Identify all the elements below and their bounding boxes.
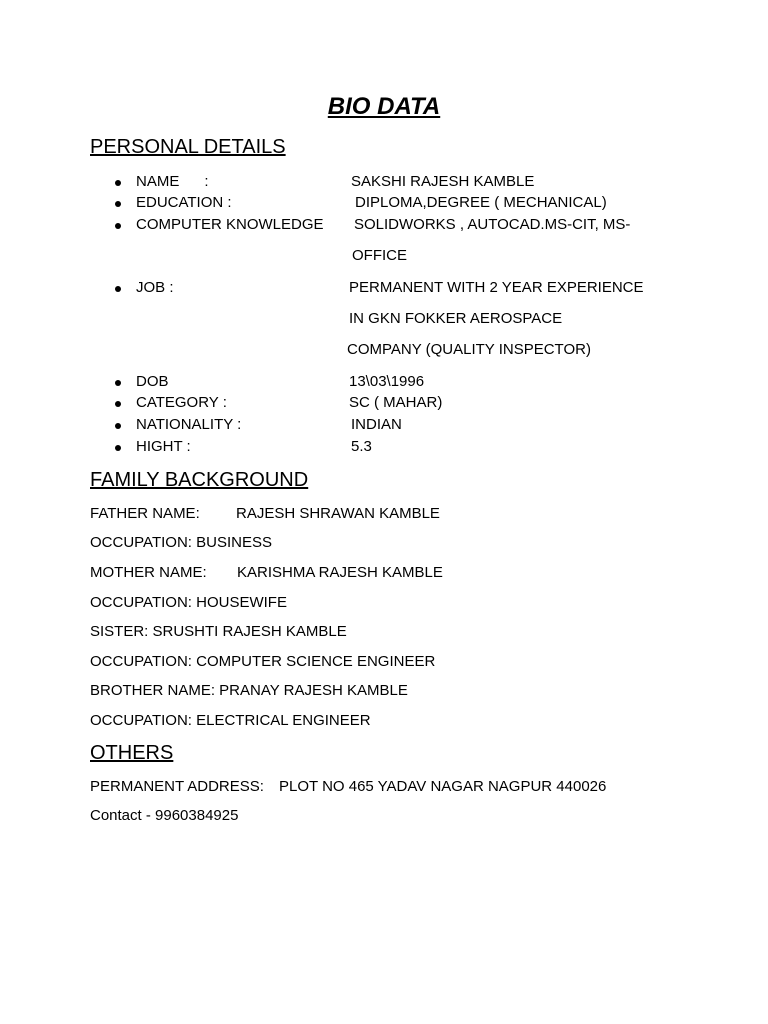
category-value: SC ( MAHAR): [349, 394, 443, 411]
bullet-icon: [115, 445, 121, 451]
job-value-cont-1: IN GKN FOKKER AEROSPACE: [349, 310, 563, 327]
bullet-icon: [115, 286, 121, 292]
bullet-icon: [115, 401, 121, 407]
nationality-label: NATIONALITY :: [136, 416, 242, 433]
brother-name: BROTHER NAME: PRANAY RAJESH KAMBLE: [90, 682, 408, 699]
education-value: DIPLOMA,DEGREE ( MECHANICAL): [355, 194, 607, 211]
computer-knowledge-value-cont: OFFICE: [352, 247, 407, 264]
height-value: 5.3: [351, 438, 372, 455]
dob-value: 13\03\1996: [349, 373, 425, 390]
mother-occupation: OCCUPATION: HOUSEWIFE: [90, 594, 287, 611]
computer-knowledge-value: SOLIDWORKS , AUTOCAD.MS-CIT, MS-: [354, 216, 631, 233]
bullet-icon: [115, 380, 121, 386]
personal-details-heading: PERSONAL DETAILS: [90, 136, 286, 158]
computer-knowledge-label: COMPUTER KNOWLEDGE: [136, 216, 324, 233]
permanent-address-label: PERMANENT ADDRESS:: [90, 778, 264, 795]
brother-occupation: OCCUPATION: ELECTRICAL ENGINEER: [90, 712, 371, 729]
others-heading: OTHERS: [90, 742, 174, 764]
father-name-value: RAJESH SHRAWAN KAMBLE: [236, 505, 440, 522]
education-label: EDUCATION :: [136, 194, 232, 211]
category-label: CATEGORY :: [136, 394, 227, 411]
job-value-cont-2: COMPANY (QUALITY INSPECTOR): [347, 341, 591, 358]
job-label: JOB :: [136, 279, 174, 296]
height-label: HIGHT :: [136, 438, 191, 455]
name-label: NAME :: [136, 173, 209, 190]
bullet-icon: [115, 201, 121, 207]
mother-name-label: MOTHER NAME:: [90, 564, 207, 581]
father-name-label: FATHER NAME:: [90, 505, 200, 522]
mother-name-value: KARISHMA RAJESH KAMBLE: [237, 564, 443, 581]
dob-label: DOB: [136, 373, 169, 390]
bullet-icon: [115, 423, 121, 429]
permanent-address-value: PLOT NO 465 YADAV NAGAR NAGPUR 440026: [279, 778, 607, 795]
sister-occupation: OCCUPATION: COMPUTER SCIENCE ENGINEER: [90, 653, 436, 670]
document-title: BIO DATA: [327, 93, 441, 120]
sister-name: SISTER: SRUSHTI RAJESH KAMBLE: [90, 623, 347, 640]
contact-number: Contact - 9960384925: [90, 807, 239, 824]
nationality-value: INDIAN: [351, 416, 402, 433]
job-value: PERMANENT WITH 2 YEAR EXPERIENCE: [349, 279, 644, 296]
bullet-icon: [115, 223, 121, 229]
bullet-icon: [115, 180, 121, 186]
name-value: SAKSHI RAJESH KAMBLE: [351, 173, 535, 190]
father-occupation: OCCUPATION: BUSINESS: [90, 534, 272, 551]
family-background-heading: FAMILY BACKGROUND: [90, 469, 309, 491]
